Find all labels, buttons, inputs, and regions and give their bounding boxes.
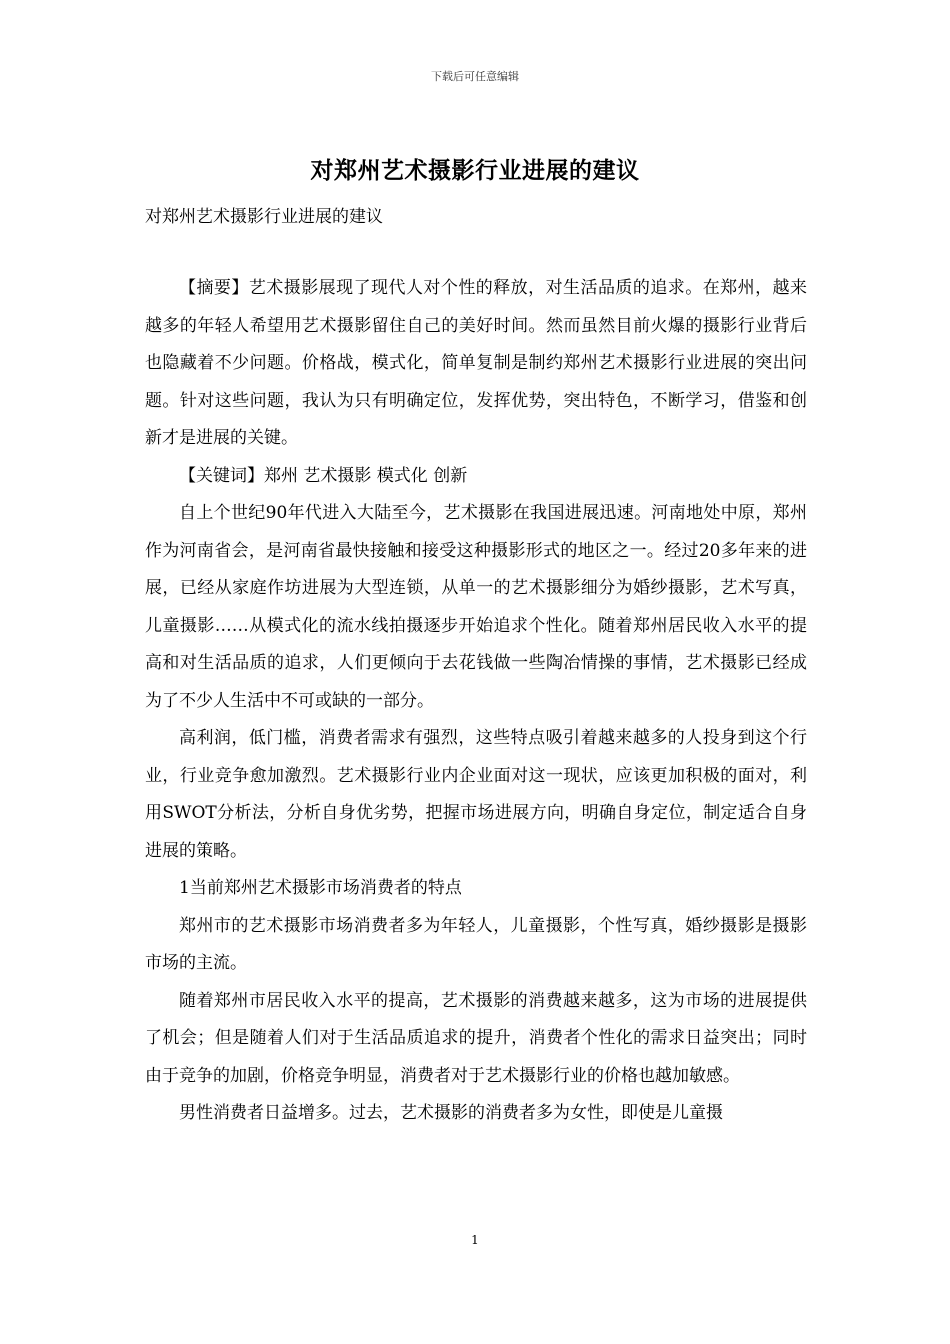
document-subtitle: 对郑州艺术摄影行业进展的建议 xyxy=(145,207,383,227)
document-body xyxy=(145,270,807,1133)
document-title: 对郑州艺术摄影行业进展的建议 xyxy=(310,157,640,184)
page-number: 1 xyxy=(471,1233,479,1247)
body-paragraph: 随着郑州市居民收入水平的提高，艺术摄影的消费越来越多，这为市场的进展提供了机会；但是随着人们对于生活品质追求的提升，消费者个性化的需求日益突出；同时由于竞争的加剧，价格竞争明显，消费者对于艺术摄影行业的价格也越加敏感。 xyxy=(145,990,807,1086)
body-paragraph: 男性消费者日益增多。过去，艺术摄影的消费者多为女性，即使是儿童摄 xyxy=(179,1103,723,1123)
header-note: 下载后可任意编辑 xyxy=(431,70,519,83)
abstract-paragraph: 【摘要】艺术摄影展现了现代人对个性的释放，对生活品质的追求。在郑州，越来越多的年轻人希望用艺术摄影留住自己的美好时间。然而虽然目前火爆的摄影行业背后也隐藏着不少问题。价格战，模式化，简单复制是制约郑州艺术摄影行业进展的突出问题。针对这些问题，我认为只有明确定位，发挥优势，突出特色，不断学习，借鉴和创新才是进展的关键。 xyxy=(145,278,807,448)
body-paragraph: 郑州市的艺术摄影市场消费者多为年轻人，儿童摄影，个性写真，婚纱摄影是摄影市场的主流。 xyxy=(145,915,807,973)
body-paragraph: 自上个世纪90年代进入大陆至今，艺术摄影在我国进展迅速。河南地处中原，郑州作为河南省会，是河南省最快接触和接受这种摄影形式的地区之一。经过20多年来的进展，已经从家庭作坊进展为大型连锁，从单一的艺术摄影细分为婚纱摄影，艺术写真，儿童摄影……从模式化的流水线拍摄逐步开始追求个性化。随着郑州居民收入水平的提高和对生活品质的追求，人们更倾向于去花钱做一些陶冶情操的事情，艺术摄影已经成为了不少人生活中不可或缺的一部分。 xyxy=(145,503,807,711)
body-paragraph: 高利润，低门槛，消费者需求有强烈，这些特点吸引着越来越多的人投身到这个行业，行业竞争愈加激烈。艺术摄影行业内企业面对这一现状，应该更加积极的面对，利用SWOT分析法，分析自身优劣势，把握市场进展方向，明确自身定位，制定适合自身进展的策略。 xyxy=(145,728,807,861)
section-heading: 1当前郑州艺术摄影市场消费者的特点 xyxy=(179,878,462,898)
keywords-paragraph: 【关键词】郑州 艺术摄影 模式化 创新 xyxy=(179,465,468,486)
